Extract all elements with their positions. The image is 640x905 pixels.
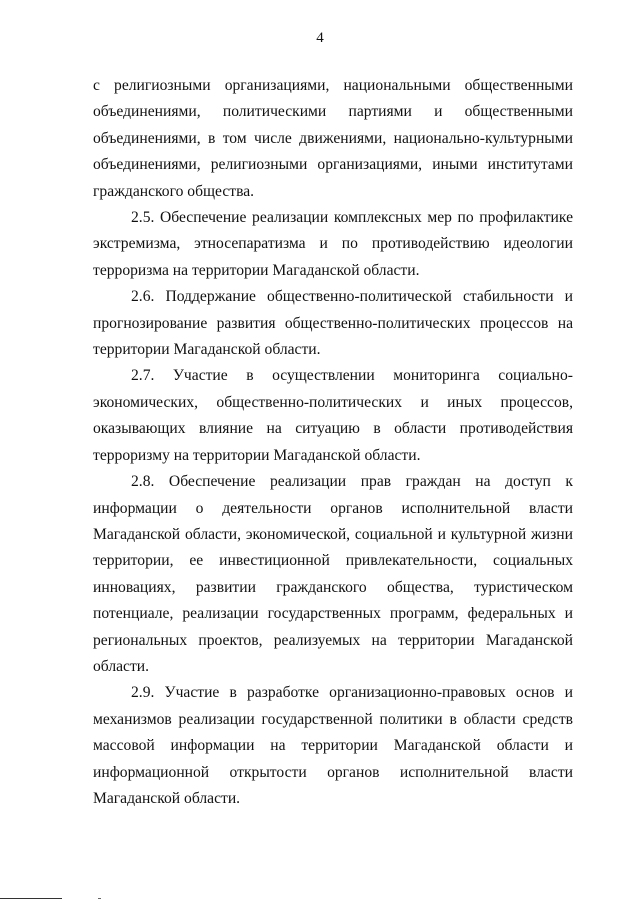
paragraph-continuation: с религиозными организациями, национальными общественными объединениями, политическими партиями и общественными объединениями, в том числе движениями, национально-культурными объединениями, религиозными организациями, иными институтами гражданского общества. [93,77,573,200]
paragraph-2-6: 2.6. Поддержание общественно-политической стабильности и прогнозирование развития общественно-политических процессов на территории Магаданской области. [93,288,573,359]
page-number: 4 [316,30,324,46]
paragraph-2-9: 2.9. Участие в разработке организационно-правовых основ и механизмов реализации государственной политики в области средств массовой информации на территории Магаданской области и информационной открытости органов исполнительной власти Магаданской области. [93,684,573,807]
paragraph-2-8: 2.8. Обеспечение реализации прав граждан на доступ к информации о деятельности органов исполнительной власти Магаданской области, экономической, социальной и культурной жизни территории, ее инвестиционной привлекательности, социальных инновациях, развитии гражданского общества, туристическом потенциале, реализации государственных программ, федеральных и региональных проектов, реализуемых на территории Магаданской области. [93,473,573,675]
paragraph-2-7: 2.7. Участие в осуществлении мониторинга социально-экономических, общественно-политических и иных процессов, оказывающих влияние на ситуацию в области противодействия терроризму на территории Магаданской области. [93,367,573,464]
footer-mark [98,898,101,899]
footer-rule [0,898,62,899]
document-body [93,73,573,812]
paragraph-2-5: 2.5. Обеспечение реализации комплексных мер по профилактике экстремизма, этносепаратизма и по противодействию идеологии терроризма на территории Магаданской области. [93,209,573,279]
